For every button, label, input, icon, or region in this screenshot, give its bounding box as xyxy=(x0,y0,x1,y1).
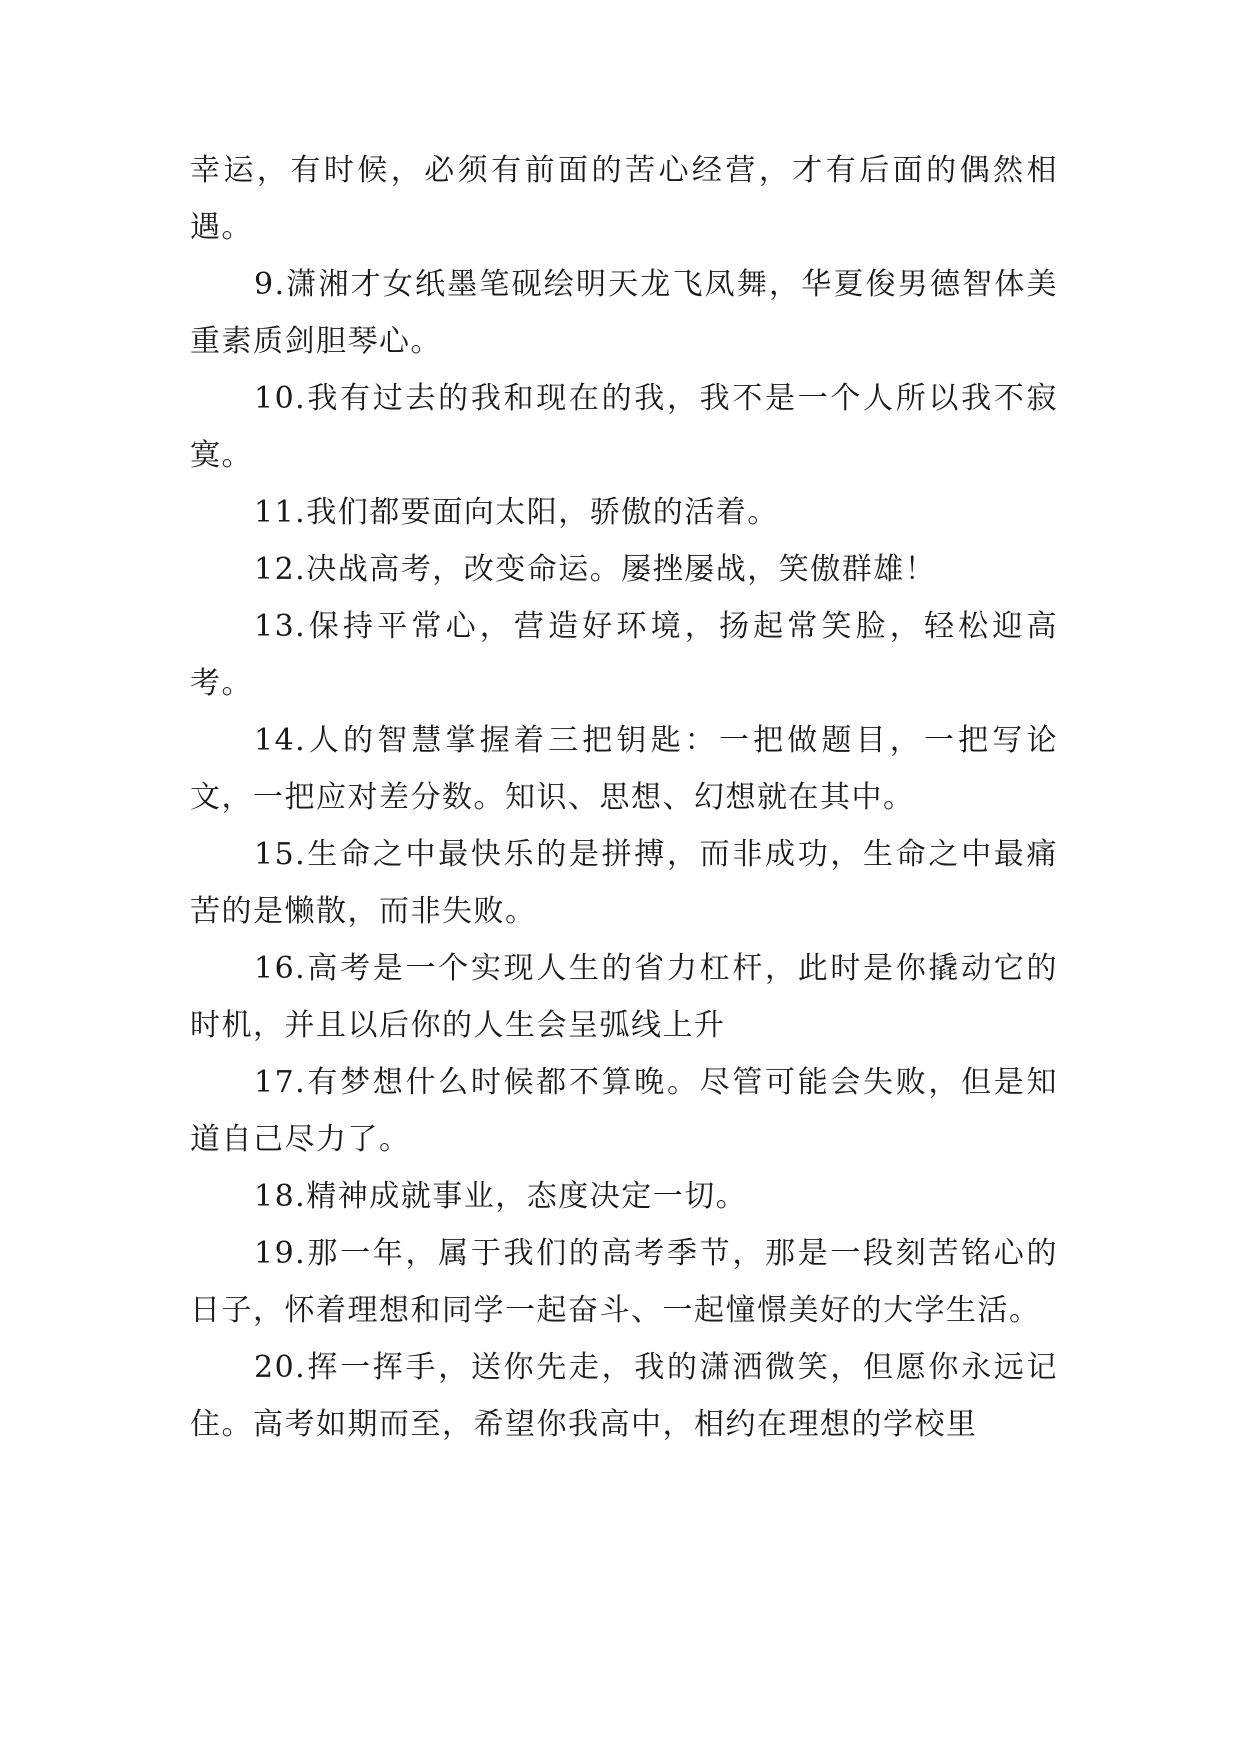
paragraph-item-17: 17.有梦想什么时候都不算晚。尽管可能会失败，但是知道自己尽力了。 xyxy=(190,1065,1058,1157)
paragraph-item-10: 10.我有过去的我和现在的我，我不是一个人所以我不寂寞。 xyxy=(190,381,1058,473)
paragraph-continuation: 幸运，有时候，必须有前面的苦心经营，才有后面的偶然相遇。 xyxy=(190,153,1058,245)
paragraph-item-18: 18.精神成就事业，态度决定一切。 xyxy=(254,1179,748,1214)
paragraph-item-9: 9.潇湘才女纸墨笔砚绘明天龙飞凤舞，华夏俊男德智体美重素质剑胆琴心。 xyxy=(190,267,1058,359)
paragraph-item-15: 15.生命之中最快乐的是拼搏，而非成功，生命之中最痛苦的是懒散，而非失败。 xyxy=(190,837,1058,929)
paragraph-item-20: 20.挥一挥手，送你先走，我的潇洒微笑，但愿你永远记住。高考如期而至，希望你我高中，相约在理想的学校里 xyxy=(190,1350,1058,1442)
document-body xyxy=(190,142,1058,1453)
paragraph-item-19: 19.那一年，属于我们的高考季节，那是一段刻苦铭心的日子，怀着理想和同学一起奋斗、一起憧憬美好的大学生活。 xyxy=(190,1236,1058,1328)
paragraph-item-13: 13.保持平常心，营造好环境，扬起常笑脸，轻松迎高考。 xyxy=(190,609,1058,701)
paragraph-item-16: 16.高考是一个实现人生的省力杠杆，此时是你撬动它的时机，并且以后你的人生会呈弧线上升 xyxy=(190,951,1058,1043)
paragraph-item-12: 12.决战高考，改变命运。屡挫屡战，笑傲群雄！ xyxy=(254,552,937,587)
paragraph-item-14: 14.人的智慧掌握着三把钥匙：一把做题目，一把写论文，一把应对差分数。知识、思想、幻想就在其中。 xyxy=(190,723,1058,815)
paragraph-item-11: 11.我们都要面向太阳，骄傲的活着。 xyxy=(254,495,779,530)
